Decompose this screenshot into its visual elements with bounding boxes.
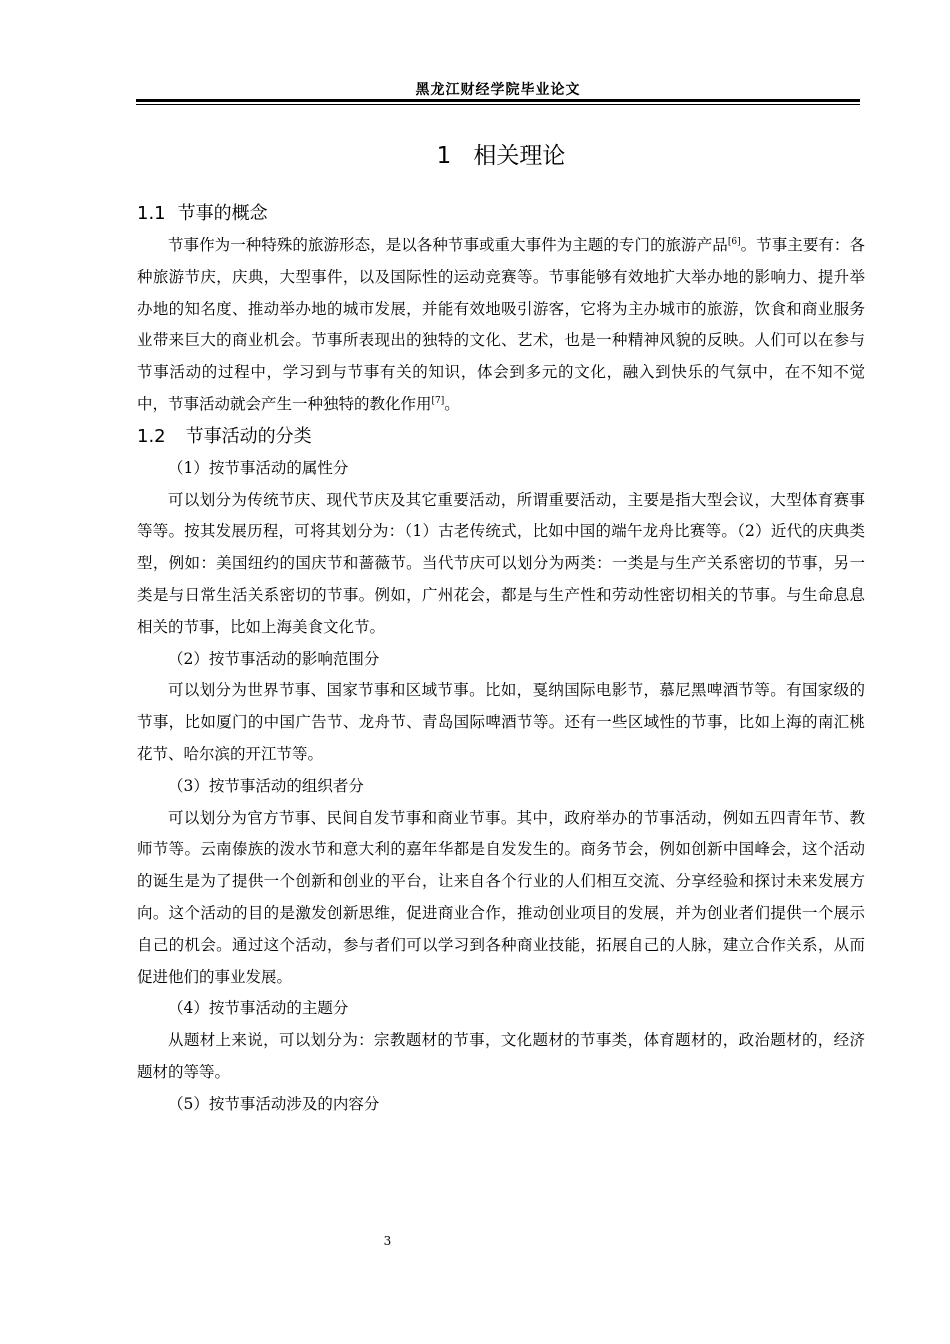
header-rule-thick [136, 99, 860, 102]
chapter-number: 1 [436, 143, 452, 169]
subheading-1: （1）按节事活动的属性分 [168, 458, 349, 477]
paragraph-text: 。 [444, 394, 460, 413]
section-title: 节事活动的分类 [185, 425, 312, 447]
section-number: 1.1 [137, 203, 166, 224]
citation-ref: [6] [727, 236, 741, 247]
chapter-heading [137, 138, 865, 174]
paragraph-scope: 可以划分为世界节事、国家节事和区域节事。比如，戛纳国际电影节，慕尼黑啤酒节等。有国家级的节事，比如厦门的中国广告节、龙舟节、青岛国际啤酒节等。还有一些区域性的节事，比如上海的南汇桃花节、哈尔滨的开江节等。 [137, 681, 865, 763]
paragraph-text: 节事作为一种特殊的旅游形态，是以各种节事或重大事件为主题的专门的旅游产品 [168, 236, 728, 254]
running-header: 黑龙江财经学院毕业论文 [415, 82, 581, 98]
paragraph-theme: 从题材上来说，可以划分为：宗教题材的节事，文化题材的节事类，体育题材的，政治题材的，经济题材的等等。 [137, 1031, 865, 1081]
subheading-2: （2）按节事活动的影响范围分 [168, 649, 380, 668]
section-number: 1.2 [137, 425, 166, 447]
section-title: 节事的概念 [177, 203, 268, 224]
citation-ref: [7] [431, 395, 445, 406]
header-rule-thin [136, 104, 860, 105]
section-heading-1-1 [137, 198, 865, 230]
section-heading-1-2 [137, 421, 865, 453]
paragraph-concept [137, 230, 865, 421]
paragraph-attribute: 可以划分为传统节庆、现代节庆及其它重要活动，所谓重要活动，主要是指大型会议，大型体育赛事等等。按其发展历程，可将其划分为：（1）古老传统式，比如中国的端午龙舟比赛等。（2）近代的庆典类型，例如：美国纽约的国庆节和蔷薇节。当代节庆可以划分为两类：一类是与生产关系密切的节事，另一类是与日常生活关系密切的节事。例如，广州花会，都是与生产性和劳动性密切相关的节事。与生命息息相关的节事，比如上海美食文化节。 [137, 490, 865, 636]
subheading-3: （3）按节事活动的组织者分 [168, 776, 364, 795]
chapter-title: 相关理论 [473, 143, 566, 169]
subheading-5: （5）按节事活动涉及的内容分 [168, 1094, 380, 1113]
paragraph-text: 。节事主要有：各种旅游节庆，庆典，大型事件，以及国际性的运动竞赛等。节事能够有效地扩大举办地的影响力、提升举办地的知名度、推动举办地的城市发展，并能有效地吸引游客，它将为主办城市的旅游，饮食和商业服务业带来巨大的商业机会。节事所表现出的独特的文化、艺术，也是一种精神风貌的反映。人们可以在参与节事活动的过程中，学习到与节事有关的知识，体会到多元的文化，融入到快乐的气氛中，在不知不觉中，节事活动就会产生一种独特的教化作用 [137, 236, 865, 413]
page-body [137, 138, 865, 1121]
page-number: 3 [383, 1234, 392, 1248]
subheading-4: （4）按节事活动的主题分 [168, 999, 349, 1018]
paragraph-organizer: 可以划分为官方节事、民间自发节事和商业节事。其中，政府举办的节事活动，例如五四青年节、教师节等。云南傣族的泼水节和意大利的嘉年华都是自发发生的。商务节会，例如创新中国峰会，这个活动的诞生是为了提供一个创新和创业的平台，让来自各个行业的人们相互交流、分享经验和探讨未来发展方向。这个活动的目的是激发创新思维，促进商业合作，推动创业项目的发展，并为创业者们提供一个展示自己的机会。通过这个活动，参与者们可以学习到各种商业技能，拓展自己的人脉，建立合作关系，从而促进他们的事业发展。 [137, 808, 865, 986]
